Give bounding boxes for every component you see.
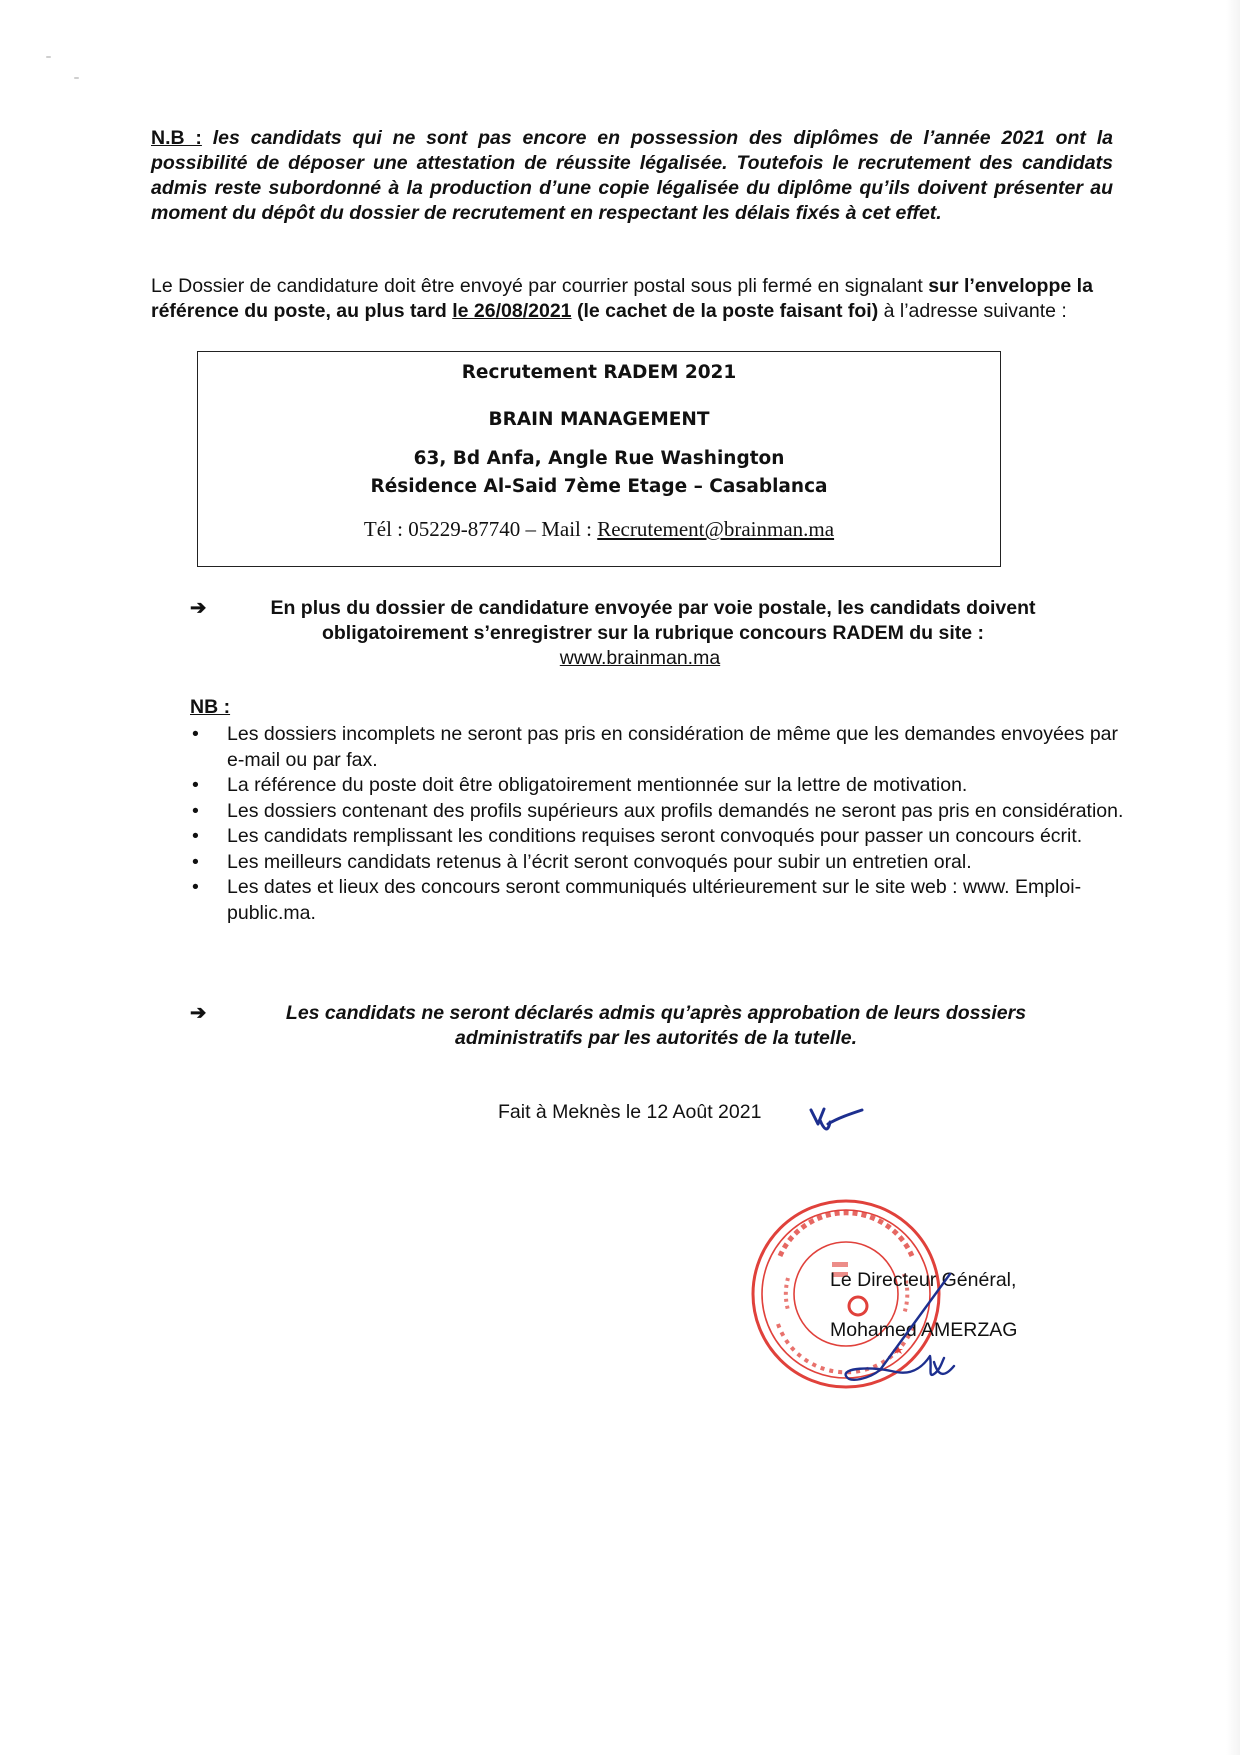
- signatory-name: Mohamed AMERZAG: [830, 1319, 1018, 1341]
- final-note: [190, 1001, 1090, 1051]
- list-item: • Les dossiers incomplets ne seront pas pris en considération de même que les demandes envoyées par e-mail ou par fax.: [192, 723, 1119, 771]
- nb-list-title: NB :: [190, 696, 231, 718]
- address-tel: Tél : 05229-87740 – Mail :: [363, 517, 598, 541]
- address-contact-line: [198, 517, 1000, 542]
- nb-text: les candidats qui ne sont pas encore en possession des diplômes de l’année 2021 ont la possibilité de déposer une attestation de réussite légalisée. Toutefois le recrutement des candidats admis reste subordonné à la production d’une copie légalisée du diplôme qu’ils doivent présenter au moment du dépôt du dossier de recrutement en respectant les délais fixés à cet effet.: [151, 127, 1114, 224]
- address-line-street: 63, Bd Anfa, Angle Rue Washington: [413, 448, 785, 469]
- final-note-text: Les candidats ne seront déclarés admis qu’après approbation de leurs dossiers administratifs par les autorités de la tutelle.: [285, 1002, 1027, 1049]
- bullet-icon: •: [192, 723, 199, 745]
- address-line-company: BRAIN MANAGEMENT: [488, 409, 710, 430]
- online-registration-note: [190, 596, 1090, 671]
- list-item: • Les meilleurs candidats retenus à l’écrit seront convoqués pour subir un entretien oral.: [190, 850, 1125, 876]
- submission-text-3: (le cachet de la poste faisant foi): [571, 300, 879, 322]
- scan-speck: [46, 56, 51, 58]
- address-line-recrutement: Recrutement RADEM 2021: [461, 362, 737, 383]
- address-email-link[interactable]: Recrutement@brainman.ma: [597, 517, 835, 541]
- paraphe-initials-icon: [808, 1100, 864, 1136]
- submission-text-2: sur l’enveloppe la référence du poste, au plus tard: [151, 275, 1093, 322]
- submission-deadline: le 26/08/2021: [452, 300, 572, 322]
- list-item: • Les candidats remplissant les conditions requises seront convoqués pour passer un concours écrit.: [190, 824, 1125, 850]
- brainman-website-link[interactable]: www.brainman.ma: [559, 647, 721, 669]
- bullet-icon: •: [192, 850, 199, 873]
- handwritten-signature-icon: [830, 1266, 980, 1396]
- signatory-title: Le Directeur Général,: [830, 1269, 1017, 1291]
- arrow-right-icon: ➔: [190, 597, 207, 619]
- list-item: • Les dossiers contenant des profils supérieurs aux profils demandés ne seront pas pris en considération.: [190, 799, 1125, 825]
- submission-text-1: Le Dossier de candidature doit être envoyé par courrier postal sous pli fermé en signalant: [151, 275, 929, 297]
- nb-paragraph: [151, 126, 1113, 226]
- bullet-icon: •: [192, 799, 199, 822]
- address-box: [197, 351, 1001, 567]
- submission-text-4: à l’adresse suivante :: [878, 300, 1067, 322]
- online-registration-text: En plus du dossier de candidature envoyée par voie postale, les candidats doivent obligatoirement s’enregistrer sur la rubrique concours RADEM du site :: [270, 597, 1036, 644]
- place-date: Fait à Meknès le 12 Août 2021: [498, 1101, 762, 1123]
- submission-paragraph: [151, 274, 1113, 324]
- bullet-icon: •: [192, 876, 199, 898]
- address-line-residence: Résidence Al-Said 7ème Etage – Casablanca: [370, 476, 828, 497]
- nb-list: [190, 722, 1125, 926]
- bullet-icon: •: [192, 774, 199, 796]
- list-item: • Les dates et lieux des concours seront communiqués ultérieurement sur le site web : www. Emploi-public.ma.: [192, 876, 1082, 924]
- scan-edge-shadow: [1226, 0, 1240, 1755]
- list-item: • La référence du poste doit être obligatoirement mentionnée sur la lettre de motivation.: [190, 773, 1125, 799]
- bullet-icon: •: [192, 825, 199, 847]
- scan-speck: [74, 77, 79, 79]
- arrow-right-icon: ➔: [190, 1002, 207, 1024]
- nb-label: N.B :: [151, 127, 202, 149]
